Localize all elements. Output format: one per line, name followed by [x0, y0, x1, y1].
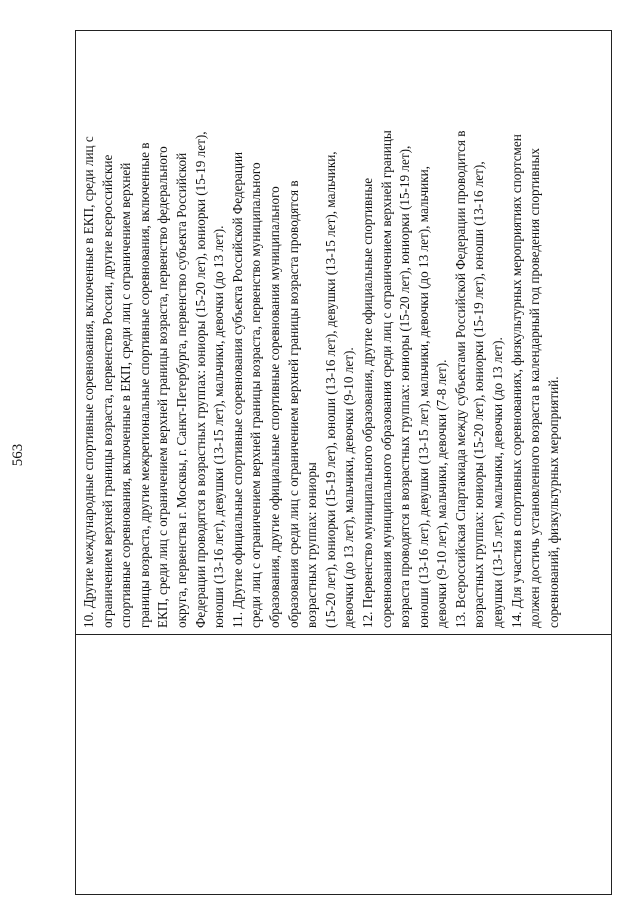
text-line: юноши (13-16 лет), девушки (13-15 лет), мальчики, девочки (до 13 лет). — [211, 225, 227, 628]
text-line: соревнования муниципального образования среди лиц с ограничением верхней границы — [378, 130, 394, 628]
text-line: образования, другие официальные спортивные соревнования муниципального — [266, 186, 282, 628]
text-line: 11. Другие официальные спортивные соревнования субъекта Российской Федерации — [229, 151, 245, 628]
text-line: должен достичь установленного возраста в календарный год проведения спортивных — [527, 148, 543, 628]
text-line: возрастных группах: юниоры — [304, 462, 320, 628]
page-number: 563 — [10, 443, 26, 467]
text-line: 14. Для участия в спортивных соревнованиях, физкультурных мероприятиях спортсмен — [508, 134, 524, 628]
text-line: соревнований, физкультурных мероприятий. — [545, 376, 561, 628]
text-line: (15-20 лет), юниорки (15-19 лет), юноши (13-16 лет), девушки (13-15 лет), мальчики, — [322, 151, 338, 628]
text-line: округа, первенства г. Москвы, г. Санкт-Петербурга, первенство субъекта Российской — [173, 152, 189, 628]
paragraph-11 — [229, 37, 359, 628]
text-line: 12. Первенство муниципального образования, другие официальные спортивные — [359, 177, 375, 628]
text-line: возраста проводятся в возрастных группах: юниоры (15-20 лет), юниорки (15-19 лет), — [397, 145, 413, 628]
paragraph-12 — [359, 37, 452, 628]
text-line: ограничением верхней границы возраста, первенство России, другие всероссийские — [99, 154, 115, 628]
text-line: возрастных группах: юниоры (15-20 лет), юниорки (15-19 лет), юноши (13-16 лет), — [471, 161, 487, 628]
text-line: спортивные соревнования, включенные в ЕКП, среди лиц с ограничением верхней — [118, 162, 134, 628]
text-line: 10. Другие международные спортивные соревнования, включенные в ЕКП, среди лиц с — [81, 136, 96, 628]
text-line: образования среди лиц с ограничением верхней границы возраста проводятся в — [285, 180, 301, 628]
paragraph-14 — [508, 37, 564, 628]
document-table — [75, 30, 612, 895]
text-line: юноши (13-16 лет), девушки (13-15 лет), мальчики, девочки (до 13 лет), мальчики, — [415, 166, 431, 628]
table-left-cell — [76, 634, 611, 894]
text-line: ЕКП, среди лиц с ограничением верхней границы возраста, первенство федерального — [155, 146, 171, 628]
paragraph-10 — [80, 37, 229, 628]
text-line: девочки (до 13 лет), мальчики, девочки (9-10 лет). — [341, 347, 357, 628]
paragraph-13 — [452, 37, 508, 628]
text-line: 13. Всероссийская Спартакиада между субъектами Российской Федерации проводится в — [452, 130, 468, 628]
text-line: среди лиц с ограничением верхней границы возраста, первенство муниципального — [248, 162, 264, 628]
text-line: девочки (9-10 лет), мальчики, девочки (7-8 лет). — [434, 359, 450, 628]
text-line: границы возраста, другие межрегиональные спортивные соревнования, включенные в — [136, 142, 152, 628]
text-line: девушки (13-15 лет), мальчики, девочки (до 13 лет). — [490, 337, 506, 628]
text-line: Федерации проводятся в возрастных группах: юниоры (15-20 лет), юниорки (15-19 лет), — [192, 131, 208, 628]
table-text-cell — [76, 31, 611, 634]
